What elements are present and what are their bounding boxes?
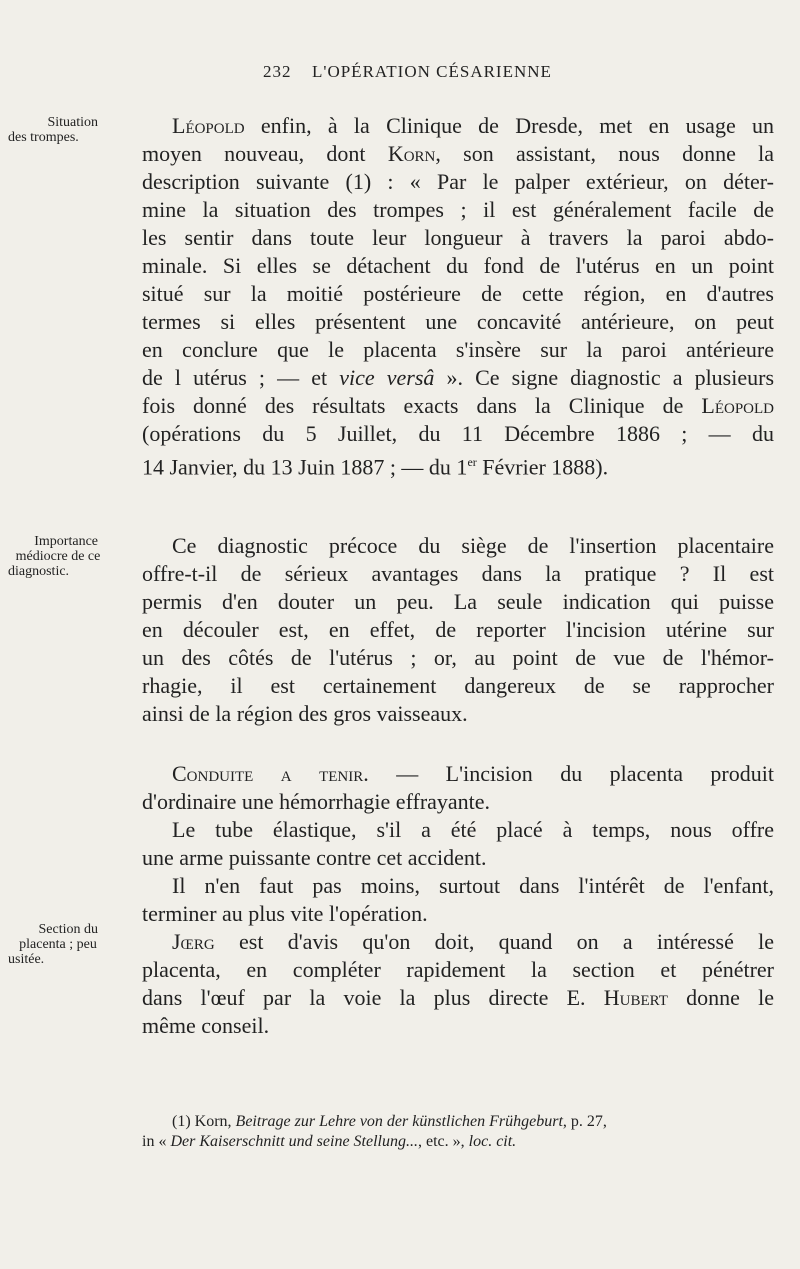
paragraph-diagnostic: Ce diagnostic précoce du siège de l'insertion placentaire offre-t-il de sérieux avantages dans la pratique ? Il est permis d'en douter un peu. La seule indication qui puisse en découler est, en effet, de reporter l'incision utérine sur un des côtés de l'utérus ; or, au point de vue de l'hémor- rhagie, il est certainement dangereux de se rapprocher ainsi de la région des gros vaisseaux. bbox=[142, 533, 774, 726]
margin-note-line: des trompes. bbox=[8, 130, 79, 145]
paragraph-enfant: Il n'en faut pas moins, surtout dans l'intérêt de l'enfant, terminer au plus vite l'opération. bbox=[142, 873, 774, 926]
cited-title: Beitrage zur Lehre von der künstlichen Frühgeburt bbox=[235, 1113, 563, 1130]
author-name: Korn bbox=[387, 141, 436, 166]
paragraph-joerg: Jœrg est d'avis qu'on doit, quand on a intéressé le placenta, en compléter rapidement la section et pénétrer dans l'œuf par la voie la plus directe E. Hubert donne le même conseil. bbox=[142, 929, 774, 1038]
paragraph-tube: Le tube élastique, s'il a été placé à temps, nous offre une arme puissante contre cet accident. bbox=[142, 817, 774, 870]
cited-title: Der Kaiserschnitt und seine Stellung... bbox=[170, 1133, 418, 1150]
margin-note-line: placenta ; peu bbox=[19, 937, 97, 952]
margin-note-line: Situation bbox=[47, 115, 98, 130]
running-title: L'OPÉRATION CÉSARIENNE bbox=[312, 62, 552, 81]
latin-phrase: vice versâ bbox=[339, 365, 435, 390]
margin-note-line: Importance bbox=[34, 534, 98, 549]
footnote: (1) Korn, Beitrage zur Lehre von der künstlichen Frühgeburt, p. 27, in « Der Kaiserschnitt und seine Stellung..., etc. », loc. cit. bbox=[142, 1113, 607, 1150]
paragraph-leopold: Léopold enfin, à la Clinique de Dresde, met en usage un moyen nouveau, dont Korn, son assistant, nous donne la description suivante (1) : « Par le palper extérieur, on déter- mine la situation des trompes ; il est généralement facile de les sentir dans toute leur longueur à travers la paroi abdo- minale. Si elles se détachent du fond de l'utérus en un point situé sur la moitié postérieure de cette région, en d'autres termes si elles présentent une concavité antérieure, on peut en conclure que le placenta s'insère sur la paroi antérieure de l utérus ; — et vice versâ ». Ce signe diagnostic a plusieurs fois donné des résultats exacts dans la Clinique de Léopold (opérations du 5 Juillet, du 11 Décembre 1886 ; — du 14 Janvier, du 13 Juin 1887 ; — du 1er Février 1888). bbox=[142, 113, 775, 480]
page-number: 232 bbox=[263, 62, 292, 81]
author-name: Léopold bbox=[172, 113, 245, 138]
margin-note-line: Section du bbox=[38, 922, 98, 937]
margin-note-line: médiocre de ce bbox=[15, 549, 101, 564]
author-name: Léopold bbox=[701, 393, 774, 418]
section-heading: Conduite a tenir. bbox=[172, 761, 369, 786]
author-name: Jœrg bbox=[172, 929, 215, 954]
paragraph-conduite: Conduite a tenir. — L'incision du placenta produit d'ordinaire une hémorrhagie effrayante. bbox=[142, 761, 774, 814]
margin-note-importance bbox=[8, 534, 108, 579]
author-name: Hubert bbox=[603, 985, 668, 1010]
margin-note-situation bbox=[8, 115, 108, 145]
margin-note-section bbox=[8, 922, 108, 967]
margin-note-line: usitée. bbox=[8, 952, 45, 967]
running-header bbox=[0, 62, 800, 82]
margin-note-line: diagnostic. bbox=[8, 564, 70, 579]
